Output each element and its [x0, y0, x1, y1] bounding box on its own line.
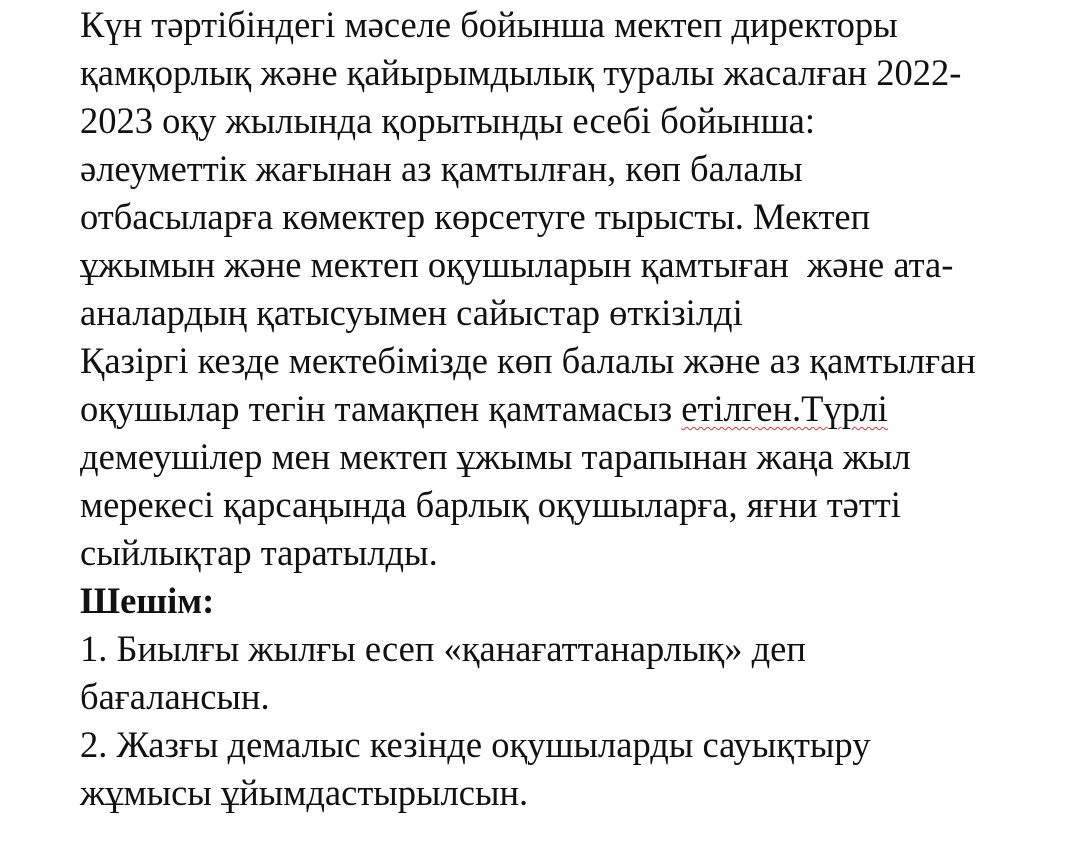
text-line: ұжымын және мектеп оқушыларын қамтыған және ата-: [80, 244, 954, 285]
text-segment: оқушылар тегін тамақпен қамтамасыз: [80, 388, 682, 429]
text-line: қамқорлық және қайырымдылық туралы жасалған 2022-: [80, 52, 962, 93]
text-line: мерекесі қарсаңында барлық оқушыларға, яғни тәтті: [80, 484, 901, 525]
agenda-paragraph: [80, 1, 1040, 337]
text-line: Қазіргі кезде мектебімізде көп балалы және аз қамтылған: [80, 340, 976, 381]
text-line: [80, 385, 1040, 433]
text-line: әлеуметтік жағынан аз қамтылған, көп балалы: [80, 148, 803, 189]
current-situation-paragraph: [80, 337, 1040, 577]
decision-section: [80, 577, 1040, 817]
text-line: аналардың қатысуымен сайыстар өткізілді: [80, 292, 743, 333]
decision-item: 1. Биылғы жылғы есеп «қанағаттанарлық» деп: [80, 628, 806, 669]
text-line: сыйлықтар таратылды.: [80, 532, 438, 573]
text-line: демеушілер мен мектеп ұжымы тарапынан жаңа жыл: [80, 436, 911, 477]
document-page: [80, 0, 1040, 817]
text-line: 2023 оқу жылында қорытынды есебі бойынша:: [80, 100, 816, 141]
decision-heading: Шешім:: [80, 580, 215, 621]
text-line: отбасыларға көмектер көрсетуге тырысты. Мектеп: [80, 196, 871, 237]
decision-item: жұмысы ұйымдастырылсын.: [80, 772, 529, 813]
text-line: Күн тәртібіндегі мәселе бойынша мектеп директоры: [80, 4, 898, 45]
decision-item: бағалансын.: [80, 676, 270, 717]
decision-item: 2. Жазғы демалыс кезінде оқушыларды сауықтыру: [80, 724, 871, 765]
spellcheck-flagged-word[interactable]: етілген.Түрлі: [681, 388, 888, 429]
